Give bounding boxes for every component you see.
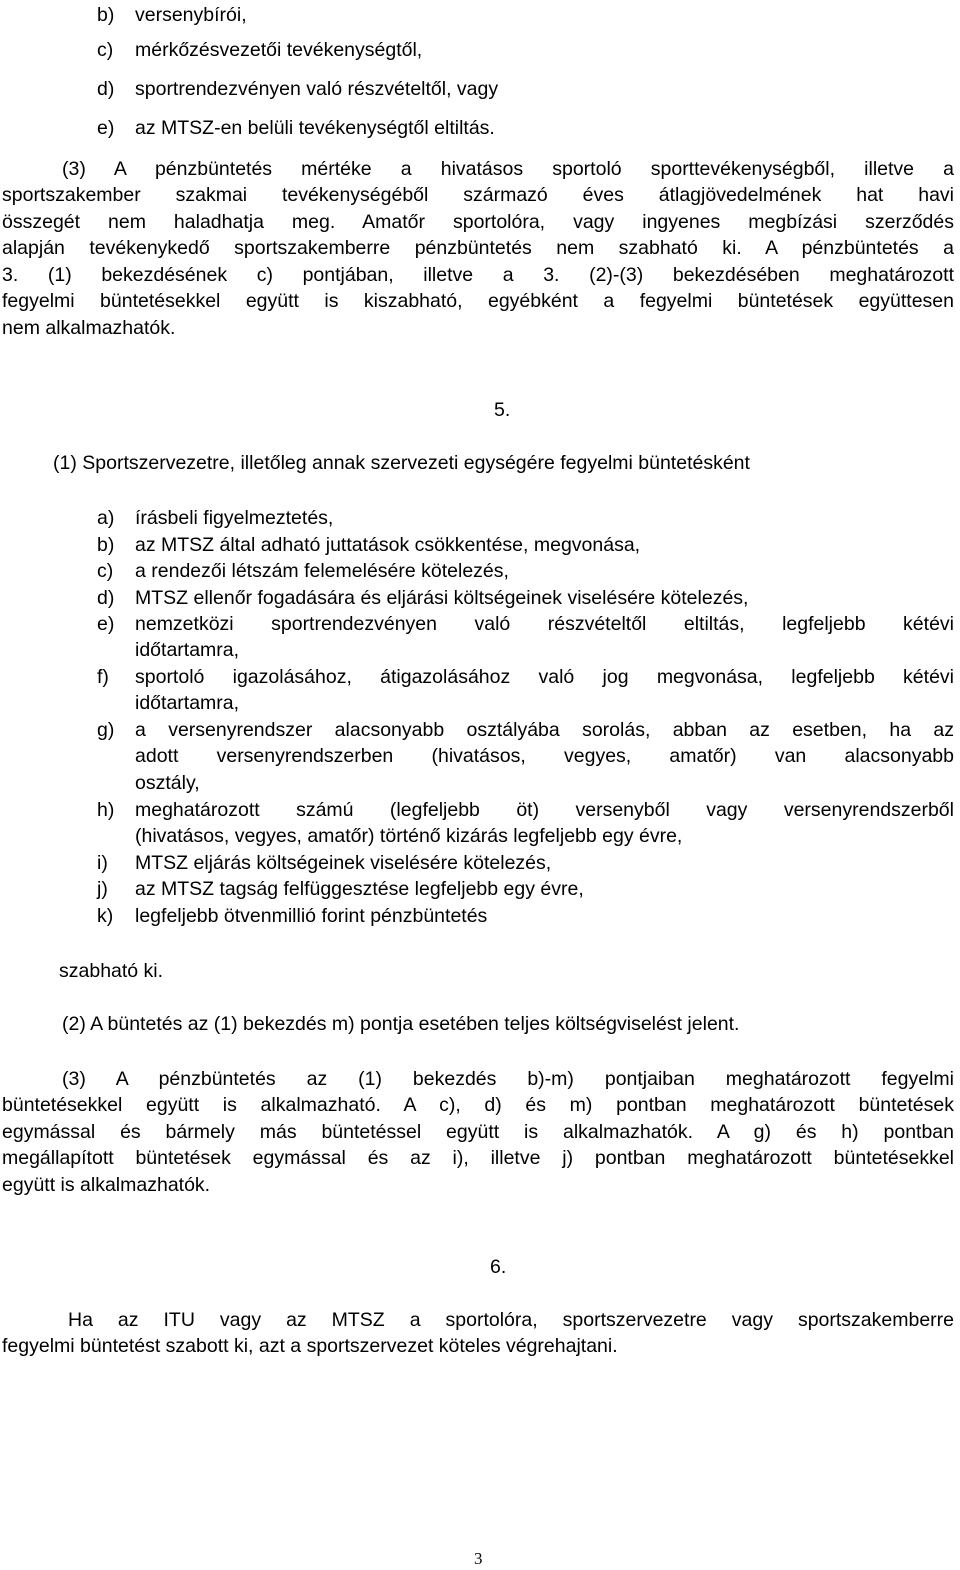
list-item: meghatározott számú (legfeljebb öt) versenyből vagy versenyrendszerből <box>135 799 954 821</box>
list-item: az MTSZ által adható juttatások csökkentése, megvonása, <box>135 534 641 556</box>
list-item: mérkőzésvezetői tevékenységtől, <box>135 39 423 61</box>
paragraph-line: (3) A pénzbüntetés az (1) bekezdés b)-m) pontjaiban meghatározott fegyelmi <box>62 1068 954 1090</box>
section-intro: (1) Sportszervezetre, illetőleg annak szervezeti egységére fegyelmi büntetésként <box>53 452 750 474</box>
list-item: MTSZ ellenőr fogadására és eljárási költségeinek viselésére kötelezés, <box>135 587 749 609</box>
paragraph-line: sportszakember szakmai tevékenységéből származó éves átlagjövedelmének hat havi <box>2 184 954 206</box>
paragraph-line: összegét nem haladhatja meg. Amatőr sportolóra, vagy ingyenes megbízási szerződés <box>2 211 954 233</box>
list-item: legfeljebb ötvenmillió forint pénzbüntetés <box>135 905 488 927</box>
section-closing: szabható ki. <box>59 960 164 982</box>
paragraph-line: egymással és bármely más büntetéssel együtt is alkalmazhatók. A g) és h) pontban <box>2 1121 954 1143</box>
list-item: sportoló igazolásához, átigazolásához való jog megvonása, legfeljebb kétévi <box>135 666 954 688</box>
paragraph-line: nem alkalmazhatók. <box>2 317 176 339</box>
list-item: a rendezői létszám felemelésére kötelezés, <box>135 560 509 582</box>
paragraph-line: fegyelmi büntetést szabott ki, azt a sportszervezet köteles végrehajtani. <box>2 1335 618 1357</box>
list-item-cont: adott versenyrendszerben (hivatásos, vegyes, amatőr) van alacsonyabb <box>135 745 954 767</box>
list-label: e) <box>97 613 115 635</box>
paragraph-line: együtt is alkalmazhatók. <box>2 1174 211 1196</box>
list-item-cont: (hivatásos, vegyes, amatőr) történő kizárás legfeljebb egy évre, <box>135 825 683 847</box>
list-item: írásbeli figyelmeztetés, <box>135 507 334 529</box>
paragraph-line: megállapított büntetések egymással és az i), illetve j) pontban meghatározott büntetésekkel <box>2 1147 954 1169</box>
paragraph-line: fegyelmi büntetésekkel együtt is kiszabható, egyébként a fegyelmi büntetések együttesen <box>2 290 954 312</box>
list-item: nemzetközi sportrendezvényen való részvételtől eltiltás, legfeljebb kétévi <box>135 613 954 635</box>
list-item: az MTSZ tagság felfüggesztése legfeljebb egy évre, <box>135 878 584 900</box>
list-item: az MTSZ-en belüli tevékenységtől eltiltás. <box>135 117 495 139</box>
list-label: b) <box>97 534 115 556</box>
list-label: k) <box>97 905 114 927</box>
list-label: h) <box>97 799 115 821</box>
list-label: e) <box>97 117 115 139</box>
list-label: b) <box>97 4 115 26</box>
list-label: a) <box>97 507 115 529</box>
paragraph-line: (3) A pénzbüntetés mértéke a hivatásos sportoló sporttevékenységből, illetve a <box>62 158 954 180</box>
list-item-cont: időtartamra, <box>135 639 240 661</box>
paragraph-2: (2) A büntetés az (1) bekezdés m) pontja esetében teljes költségviselést jelent. <box>62 1013 740 1035</box>
list-label: c) <box>97 560 114 582</box>
list-label: j) <box>97 878 108 900</box>
list-label: c) <box>97 39 114 61</box>
list-item-cont: osztály, <box>135 772 200 794</box>
list-item: sportrendezvényen való részvételtől, vagy <box>135 78 499 100</box>
section-heading: 6. <box>490 1256 507 1278</box>
list-item: versenybírói, <box>135 4 247 26</box>
list-label: d) <box>97 78 115 100</box>
list-label: g) <box>97 719 115 741</box>
list-label: d) <box>97 587 115 609</box>
paragraph-line: alapján tevékenykedő sportszakemberre pénzbüntetés nem szabható ki. A pénzbüntetés a <box>2 237 954 259</box>
paragraph-line: büntetésekkel együtt is alkalmazható. A c), d) és m) pontban meghatározott büntetések <box>2 1094 954 1116</box>
list-item: MTSZ eljárás költségeinek viselésére kötelezés, <box>135 852 552 874</box>
paragraph-line: Ha az ITU vagy az MTSZ a sportolóra, sportszervezetre vagy sportszakemberre <box>68 1309 954 1331</box>
list-label: f) <box>97 666 109 688</box>
list-item-cont: időtartamra, <box>135 692 240 714</box>
page-number: 3 <box>474 1549 483 1568</box>
list-label: i) <box>97 852 108 874</box>
list-item: a versenyrendszer alacsonyabb osztályába sorolás, abban az esetben, ha az <box>135 719 954 741</box>
section-heading: 5. <box>494 399 511 421</box>
paragraph-line: 3. (1) bekezdésének c) pontjában, illetve a 3. (2)-(3) bekezdésében meghatározott <box>2 264 954 286</box>
